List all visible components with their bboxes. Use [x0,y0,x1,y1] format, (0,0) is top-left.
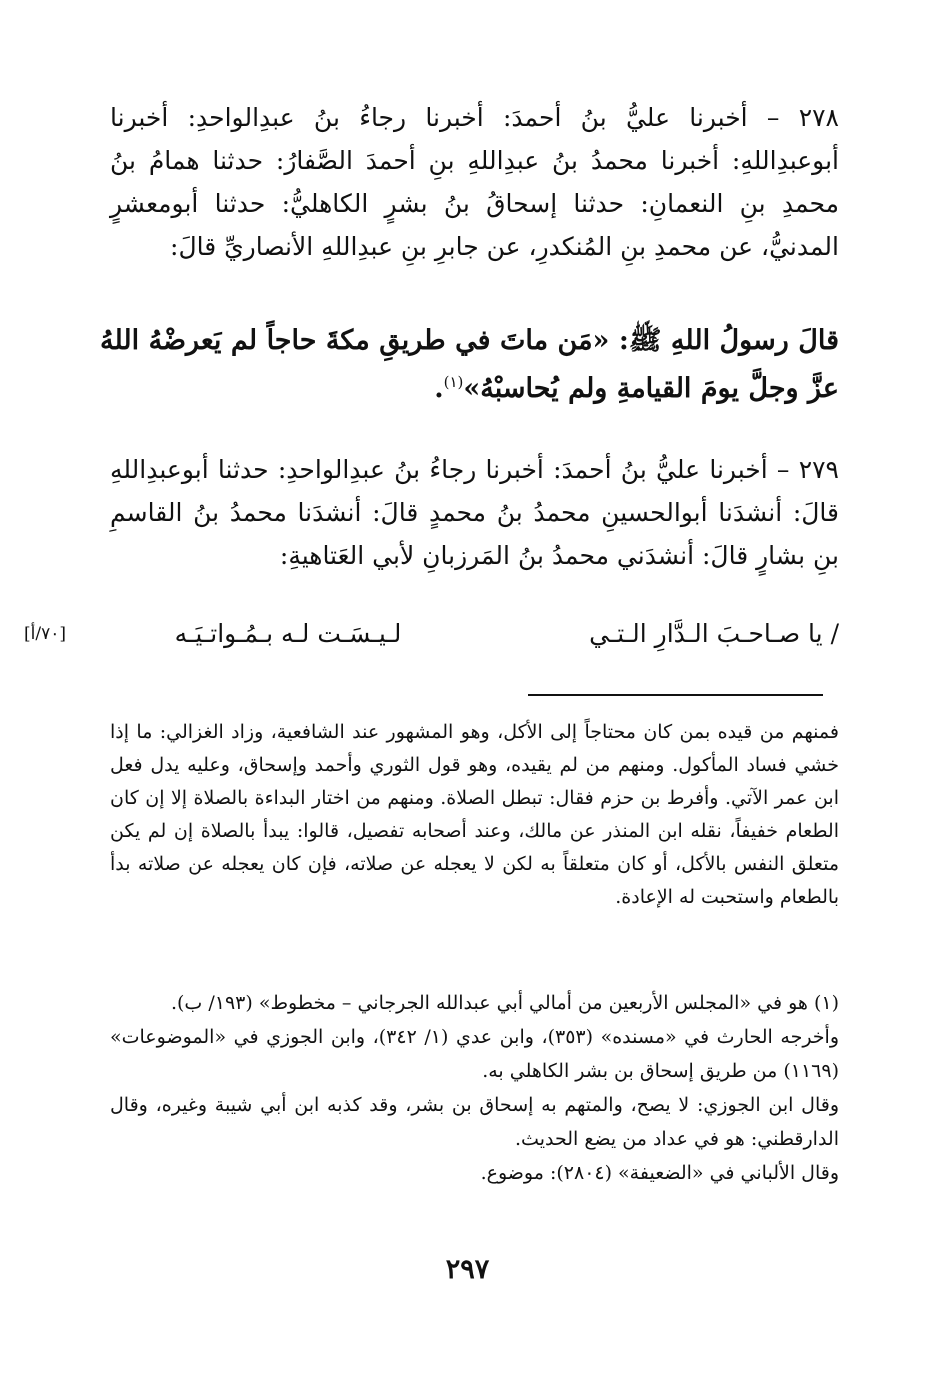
footnote-1 [110,986,839,1190]
manuscript-folio-reference: [٧٠/أ] [24,624,66,644]
footnote-1-line-2: وأخرجه الحارث في «مسنده» (٣٥٣)، وابن عدي (١/ ٣٤٢)، وابن الجوزي في «الموضوعات» (١١٦٩) من طريق إسحاق بن بشر الكاهلي به. [110,1026,840,1082]
hadith-278-matn: قالَ رسولُ اللهِ ﷺ: «مَن ماتَ في طريقِ مكةَ حاجاً لم يَعرضْهُ اللهُ عزَّ وجلَّ يومَ القيامةِ ولم يُحاسبْهُ» [100,325,839,404]
hadith-278-isnad [110,96,839,268]
footnote-continuation [110,716,839,914]
poem-verse [24,614,839,654]
hadith-279-isnad [110,448,839,577]
footnote-divider [528,694,823,696]
page-number: ٢٩٧ [445,1254,490,1285]
poem-hemistich-first: / يا صـاحـبَ الـدَّارِ الـتـي [589,619,839,648]
footnote-1-line-4: وقال الألباني في «الضعيفة» (٢٨٠٤): موضوع. [480,1162,839,1184]
footnote-1-line-1: (١) هو في «المجلس الأربعين من أمالي أبي عبدالله الجرجاني – مخطوط» (١٩٣/ ب). [170,992,839,1014]
footnote-1-line-3: وقال ابن الجوزي: لا يصح، والمتهم به إسحاق بن بشر، وقد كذبه ابن أبي شيبة وغيره، وقال الدارقطني: هو في عداد من يضع الحديث. [110,1094,839,1150]
hadith-278-matn-block [100,317,839,413]
footnote-continuation-text: فمنهم من قيده بمن كان محتاجاً إلى الأكل، وهو المشهور عند الشافعية، وزاد الغزالي: ما إذا خشي فساد المأكول. ومنهم من لم يقيده، وهو قول الثوري وأحمد وإسحاق، وعليه يدل فعل ابن عمر الآتي. وأفرط بن حزم فقال: تبطل الصلاة. ومنهم من اختار البداءة بالصلاة إلا إن كان الطعام خفيفاً، نقله ابن المنذر عن مالك، وعند أصحابه تفصيل، قالوا: يبدأ بالصلاة إن لم يكن متعلق النفس بالأكل، أو كان متعلقاً به لكن لا يعجله عن صلاته، فإن كان يعجله عن صلاته بدأ بالطعام واستحبت له الإعادة. [110,721,839,908]
footnote-marker-1: (١) [443,373,464,391]
hadith-278-text: ٢٧٨ – أخبرنا عليُّ بنُ أحمدَ: أخبرنا رجاءُ بنُ عبدِالواحدِ: أخبرنا أبوعبدِاللهِ: أخبرنا محمدُ بنُ عبدِاللهِ بنِ أحمدَ الصَّفارُ: حدثنا همامُ بنُ محمدِ بنِ النعمانِ: حدثنا إسحاقُ بنُ بشرٍ الكاهليُّ: حدثنا أبومعشرٍ المدنيُّ، عن محمدِ بنِ المُنكدرِ، عن جابرِ بنِ عبدِاللهِ الأنصاريِّ قالَ: [110,103,839,261]
hadith-279-text: ٢٧٩ – أخبرنا عليُّ بنُ أحمدَ: أخبرنا رجاءُ بنُ عبدِالواحدِ: حدثنا أبوعبدِاللهِ قالَ: أنشدَنا أبوالحسينِ محمدُ بنُ محمدٍ قالَ: أنشدَنا محمدُ بنُ القاسمِ بنِ بشارٍ قالَ: أنشدَني محمدُ بنُ المَرزبانِ لأبي العَتاهيةِ: [110,455,839,570]
hadith-278-end-mark: . [434,373,444,404]
poem-hemistich-second: لـيـسَـت لـه بـمُـواتـيَـه [174,619,402,648]
